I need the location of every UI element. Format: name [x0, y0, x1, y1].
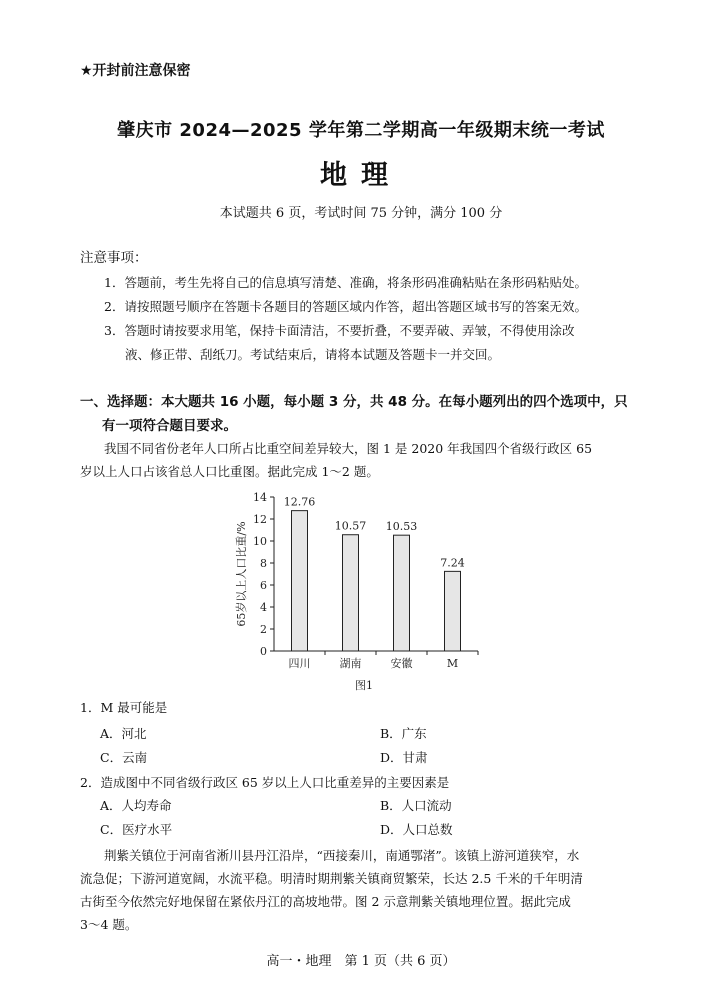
x-category-label: 安徽 [390, 657, 413, 670]
y-tick-label: 4 [260, 601, 267, 614]
y-axis-label: 65岁以上人口比重/% [235, 521, 248, 627]
intro-paragraph-line: 流急促；下游河道宽阔，水流平稳。明清时期荆紫关镇商贸繁荣，长达 2.5 千米的千年明清 [80, 871, 583, 886]
page-footer: 高一・地理 第 1 页（共 6 页） [266, 954, 456, 969]
notes-heading: 注意事项： [80, 250, 148, 266]
y-tick-label: 10 [253, 535, 267, 548]
q1-option-b: B．广东 [380, 726, 427, 741]
note-item: 1．答题前，考生先将自己的信息填写清楚、准确，将条形码准确粘贴在条形码粘贴处。 [104, 275, 587, 290]
x-category-label: 湖南 [339, 657, 362, 670]
chart-labels [284, 496, 465, 692]
y-tick-label: 2 [260, 623, 267, 636]
q1-option-c: C．云南 [100, 750, 148, 765]
note-item: 液、修正带、刮纸刀。考试结束后，请将本试题及答题卡一并交回。 [125, 347, 501, 362]
intro-paragraph-line: 我国不同省份老年人口所占比重空间差异较大，图 1 是 2020 年我国四个省级行政区 65 [104, 441, 593, 456]
note-item: 3．答题时请按要求用笔，保持卡面清洁，不要折叠，不要弄破、弄皱，不得使用涂改 [104, 323, 575, 338]
population-bar-chart [228, 485, 488, 695]
q1-option-a: A．河北 [100, 726, 147, 741]
chart-bars [292, 511, 461, 651]
chart-bar [394, 535, 410, 651]
intro-paragraph-line: 荆紫关镇位于河南省淅川县丹江沿岸，“西接秦川，南通鄂渚”。该镇上游河道狭窄，水 [104, 848, 580, 863]
q2-option-d: D．人口总数 [380, 822, 453, 837]
bar-value-label: 10.57 [334, 519, 367, 533]
x-category-label: 四川 [288, 657, 311, 670]
intro-paragraph-line: 3～4 题。 [80, 917, 138, 932]
bar-value-label: 7.24 [440, 556, 465, 570]
question-1-stem: 1．M 最可能是 [80, 700, 168, 715]
question-2-stem: 2．造成图中不同省级行政区 65 岁以上人口比重差异的主要因素是 [80, 775, 450, 790]
note-item: 2．请按照题号顺序在答题卡各题目的答题区域内作答，超出答题区域书写的答案无效。 [104, 299, 587, 314]
chart-bar [292, 511, 308, 651]
q1-option-d: D．甘肃 [380, 750, 428, 765]
y-tick-label: 6 [260, 579, 267, 592]
y-tick-label: 8 [260, 557, 267, 570]
subject-title: 地理 [320, 160, 402, 191]
confidential-notice: ★开封前注意保密 [80, 63, 191, 79]
intro-paragraph-line: 古街至今依然完好地保留在紧依丹江的高坡地带。图 2 示意荆紫关镇地理位置。据此完成 [80, 894, 571, 909]
x-category-label: M [446, 657, 459, 670]
section-heading [80, 390, 640, 438]
y-tick-label: 12 [253, 513, 267, 526]
q2-option-a: A．人均寿命 [100, 798, 172, 813]
exam-title: 肇庆市 2024—2025 学年第二学期高一年级期末统一考试 [117, 120, 605, 141]
section-heading-line: 一、选择题：本大题共 16 小题，每小题 3 分，共 48 分。在每小题列出的四个选项中，只 [80, 394, 628, 410]
q2-option-b: B．人口流动 [380, 798, 452, 813]
bar-value-label: 12.76 [283, 495, 316, 509]
chart-bar [343, 535, 359, 651]
y-tick-label: 14 [253, 491, 267, 504]
q2-option-c: C．医疗水平 [100, 822, 173, 837]
section-heading-line: 有一项符合题目要求。 [102, 418, 237, 434]
bar-value-label: 10.53 [385, 520, 418, 534]
exam-info: 本试题共 6 页，考试时间 75 分钟，满分 100 分 [219, 206, 503, 221]
figure-caption: 图1 [355, 679, 373, 692]
intro-paragraph-line: 岁以上人口占该省总人口比重图。据此完成 1～2 题。 [80, 464, 379, 479]
chart-bar [445, 571, 461, 651]
y-tick-label: 0 [260, 645, 267, 658]
